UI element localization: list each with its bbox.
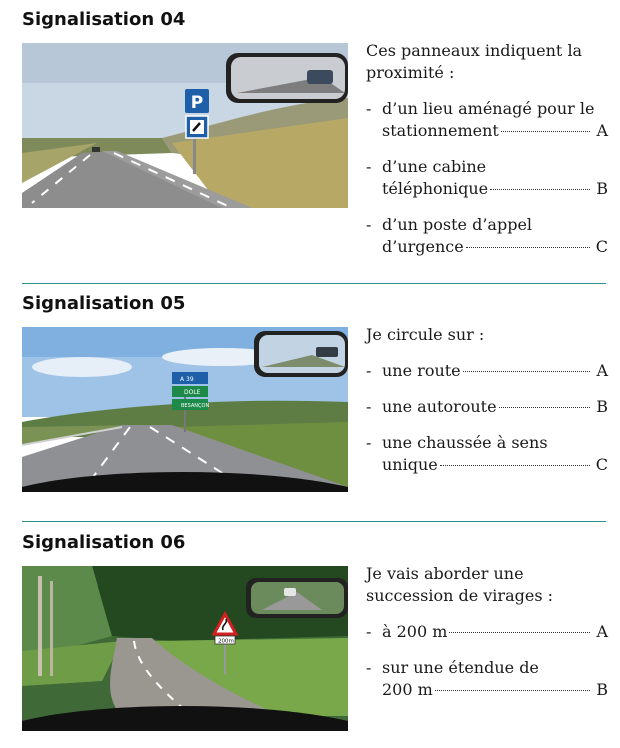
answer-text: d’un poste d’appel [382,215,533,234]
answer-option-c[interactable]: - une chaussée à sens unique C [366,433,608,474]
section-divider [22,283,606,284]
question [366,324,608,490]
answer-text: une autoroute [382,397,497,416]
section-title: Signalisation 06 [22,532,186,553]
road-photo [22,566,348,731]
direction-sign-label: DOLE [184,389,201,396]
question-prompt: Je vais aborder une succession de virages : [366,564,554,605]
answer-text: 200 m [382,680,433,699]
answer-text: d’un lieu aménagé pour le [382,99,595,118]
answer-text: stationnement [382,121,499,140]
answer-option-b[interactable]: - une autoroute B [366,397,608,416]
section-title: Signalisation 04 [22,9,186,30]
answer-option-a[interactable]: - à 200 m A [366,622,608,641]
answer-letter: B [596,680,608,699]
answer-text: sur une étendue de [382,658,539,677]
section-title: Signalisation 05 [22,293,186,314]
answer-letter: A [596,361,608,380]
answer-option-b[interactable]: - sur une étendue de 200 m B [366,658,608,699]
answer-text: à 200 m [382,622,448,641]
answer-text: d’urgence [382,237,464,256]
question-prompt: Je circule sur : [366,325,485,344]
answer-text: une route [382,361,461,380]
answer-option-a[interactable]: - une route A [366,361,608,380]
answer-letter: B [596,179,608,198]
answer-text: d’une cabine [382,157,487,176]
answer-letter: B [596,397,608,416]
road-photo [22,43,348,208]
answer-option-a[interactable]: - d’un lieu aménagé pour le stationnement A [366,99,608,140]
answer-letter: A [596,622,608,641]
section-divider [22,521,606,522]
answer-option-c[interactable]: - d’un poste d’appel d’urgence C [366,215,608,256]
answer-letter: C [595,237,608,256]
question [366,563,608,715]
answer-option-b[interactable]: - d’une cabine téléphonique B [366,157,608,198]
question-prompt: Ces panneaux indiquent la proximité : [366,41,583,82]
answer-letter: C [595,455,608,474]
answer-text: unique [382,455,438,474]
distance-panel-label: 200m [218,638,234,645]
parking-sign-label: P [190,93,204,113]
road-photo [22,327,348,492]
question [366,40,608,272]
answer-letter: A [596,121,608,140]
motorway-sign-label: A 39 [180,376,194,383]
answer-text: une chaussée à sens [382,433,548,452]
answer-text: téléphonique [382,179,489,198]
direction-sign-label: BESANÇON [181,403,210,409]
